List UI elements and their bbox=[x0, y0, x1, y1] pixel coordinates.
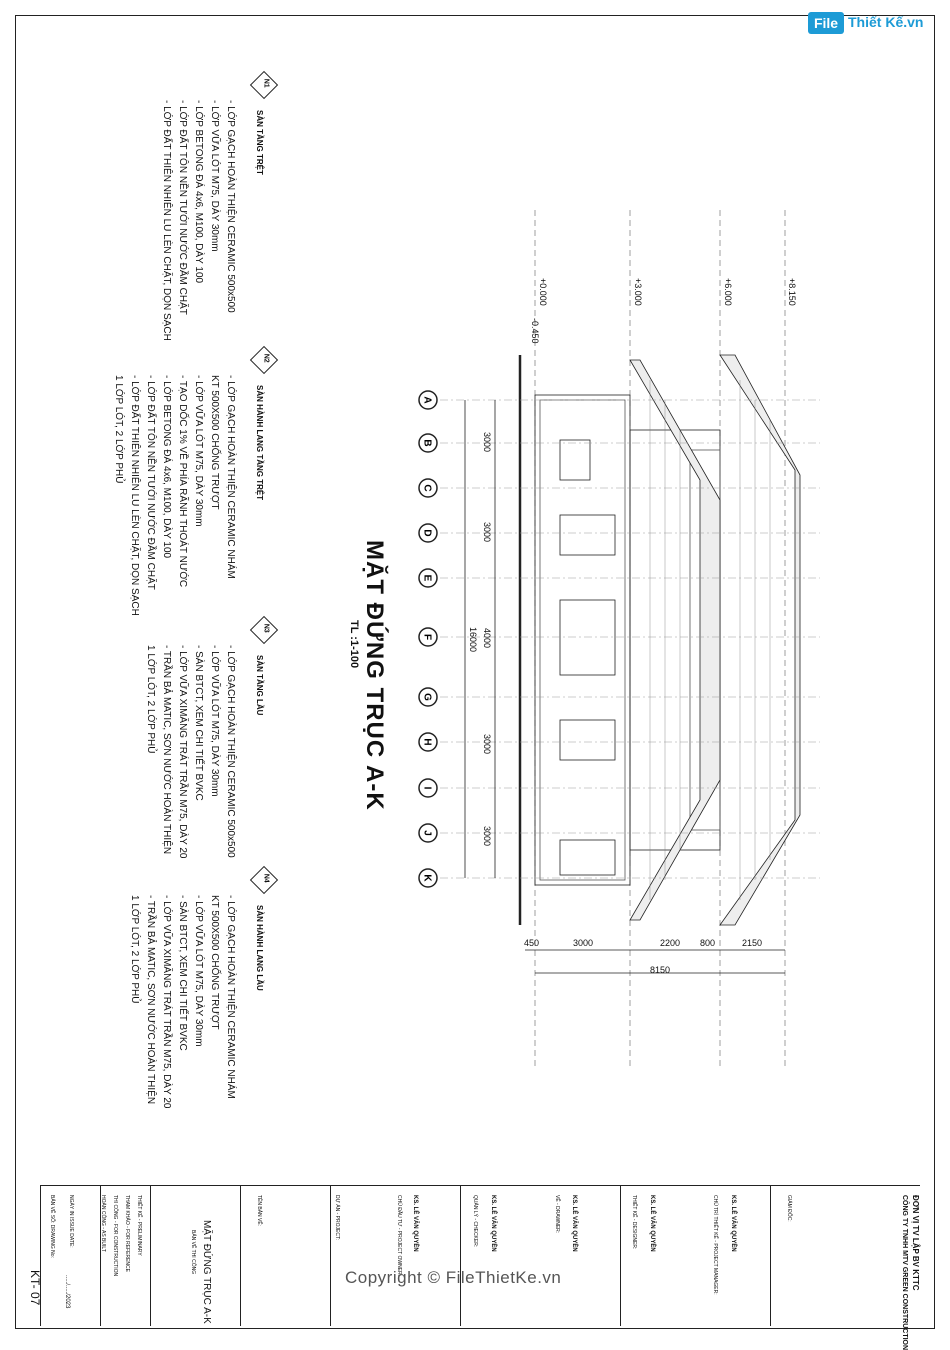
spec-line: - SÀN BTCT, XEM CHI TIẾT BVKC bbox=[193, 645, 204, 801]
span-dimension: 3000 bbox=[482, 826, 492, 847]
axis-label: I bbox=[421, 786, 433, 790]
spec-code: N3 bbox=[262, 623, 270, 633]
spec-title: SÀN TẦNG TRỆT bbox=[255, 110, 264, 175]
tb-status-item: THAM KHẢO - FOR REFERENCE bbox=[124, 1195, 130, 1272]
tb-date: ...../...../2023 bbox=[64, 1275, 70, 1309]
spec-line: 1 LỚP LÓT, 2 LỚP PHỦ bbox=[129, 895, 140, 1004]
span-dimension: 3000 bbox=[482, 522, 492, 543]
span-dimension: 3000 bbox=[482, 432, 492, 453]
tb-director-label: GIÁM ĐỐC: bbox=[786, 1195, 792, 1222]
height-dimension: 450 bbox=[524, 938, 540, 948]
spec-code: N1 bbox=[262, 78, 270, 88]
tb-status-item: THI CÔNG - FOR CONSTRUCTION bbox=[112, 1195, 118, 1277]
copyright-watermark: Copyright © FileThietKe.vn bbox=[345, 1268, 562, 1287]
tb-project-cell bbox=[240, 1186, 331, 1326]
spec-title: SÀN TẦNG LẦU bbox=[255, 655, 264, 716]
logo-text: Thiết Kế.vn bbox=[848, 14, 924, 30]
spec-line: - TẠO DỐC 1% VỀ PHÍA RÃNH THOÁT NƯỚC bbox=[177, 375, 188, 588]
spec-line: - LỚP GẠCH HOÀN THIỆN CERAMIC NHÁM bbox=[225, 895, 236, 1099]
level-label: +3.000 bbox=[633, 278, 643, 306]
spec-line: - LỚP VỮA LÓT M75, DÀY 30mm bbox=[193, 895, 204, 1047]
logo-mark: File bbox=[808, 12, 844, 34]
tb-company-cell bbox=[770, 1186, 921, 1326]
spec-line: - LỚP ĐẤT TÔN NỀN TƯỚI NƯỚC ĐẦM CHẶT bbox=[177, 100, 188, 315]
axis-label: B bbox=[421, 439, 433, 447]
axis-label: H bbox=[421, 738, 433, 746]
spec-code: N2 bbox=[262, 353, 270, 363]
drawing-scale: TL :1-100 bbox=[348, 620, 360, 669]
axis-label: K bbox=[421, 874, 433, 882]
total-span-dimension: 16000 bbox=[468, 627, 478, 653]
axis-bubbles bbox=[419, 391, 437, 887]
spec-line: - LỚP GẠCH HOÀN THIỆN CERAMIC NHÁM bbox=[225, 375, 236, 579]
spec-title: SÀN HÀNH LANG LẦU bbox=[255, 905, 264, 991]
height-dimension: 3000 bbox=[573, 938, 594, 948]
axis-label: A bbox=[421, 396, 433, 404]
level-label: +8.150 bbox=[787, 278, 797, 306]
spec-line: - LỚP VỮA LÓT M75, DÀY 30mm bbox=[209, 645, 220, 797]
height-dimension: 2150 bbox=[742, 938, 763, 948]
tb-sheet-name-label: TÊN BẢN VẼ: bbox=[256, 1195, 262, 1227]
level-label: +0.000 bbox=[538, 278, 548, 306]
axis-label: J bbox=[421, 830, 433, 836]
spec-title: SÀN HÀNH LANG TẦNG TRỆT bbox=[255, 385, 264, 501]
tb-designer-label: THIẾT KẾ - DESIGNER: bbox=[631, 1195, 637, 1250]
tb-checker-label: QUẢN LÝ - CHECKER: bbox=[472, 1195, 478, 1248]
tb-owner-label: CHỦ ĐẦU TƯ - PROJECT OWNER: bbox=[396, 1195, 402, 1277]
spec-line: - LỚP VỮA XIMĂNG TRÁT TRẦN M75, DÀY 20 bbox=[161, 895, 172, 1109]
spec-code: N4 bbox=[262, 873, 270, 883]
tb-status-item: THIẾT KẾ - PRELIMINARY bbox=[136, 1195, 142, 1256]
tb-pm-cell bbox=[620, 1186, 771, 1326]
tb-drawing-no: KT- 07 bbox=[28, 1270, 42, 1306]
tb-drawer-label: VẼ - DRAWNER: bbox=[554, 1195, 560, 1234]
spec-line: 1 LỚP LÓT, 2 LỚP PHỦ bbox=[145, 645, 156, 754]
axis-label: F bbox=[421, 633, 433, 641]
spec-line: - LỚP BETONG ĐÁ 4x6, M100, DÀY 100 bbox=[161, 375, 172, 559]
tb-engineer-designer: KS. LÊ VĂN QUYỀN bbox=[649, 1195, 655, 1252]
tb-issue-label: NGÀY IN ISSUE DATE: bbox=[68, 1195, 74, 1248]
span-dimension: 4000 bbox=[482, 628, 492, 649]
spec-line: KT 500X500 CHỐNG TRƯỢT bbox=[209, 895, 220, 1030]
axis-label: D bbox=[421, 529, 433, 537]
tb-sheet-name: MẶT ĐỨNG TRỤC A-K bbox=[201, 1220, 212, 1324]
level-label: -0.450 bbox=[530, 318, 540, 344]
tb-staff-cell bbox=[460, 1186, 621, 1326]
spec-line: - LỚP ĐẤT THIÊN NHIÊN LU LÈN CHẶT, DỌN SẠCH bbox=[161, 100, 172, 341]
spec-line: KT 500X500 CHỐNG TRƯỢT bbox=[209, 375, 220, 510]
axis-label: G bbox=[421, 693, 433, 701]
spec-line: - LỚP GẠCH HOÀN THIỆN CERAMIC 500x500 bbox=[225, 100, 236, 313]
tb-unit-label: ĐƠN VỊ TV LẬP BV KTTC bbox=[911, 1195, 920, 1291]
axis-label: C bbox=[421, 484, 433, 492]
spec-line: 1 LỚP LÓT, 2 LỚP PHỦ bbox=[113, 375, 124, 484]
span-dimension: 3000 bbox=[482, 734, 492, 755]
spec-line: - TRẦN BẢ MATIC, SƠN NƯỚC HOÀN THIỆN bbox=[161, 645, 172, 855]
tb-company: CÔNG TY TNHH MTV GREEN CONSTRUCTION bbox=[901, 1195, 908, 1350]
spec-line: - SÀN BTCT, XEM CHI TIẾT BVKC bbox=[177, 895, 188, 1051]
tb-status-item: HOÀN CÔNG - AS BUILT bbox=[100, 1195, 106, 1252]
tb-engineer-checker: KS. LÊ VĂN QUYỀN bbox=[490, 1195, 496, 1252]
tb-engineer-owner: KS. LÊ VĂN QUYỀN bbox=[412, 1195, 418, 1252]
total-height-dimension: 8150 bbox=[650, 965, 671, 975]
spec-line: - LỚP VỮA LÓT M75, DÀY 30mm bbox=[193, 375, 204, 527]
spec-line: - LỚP VỮA XIMĂNG TRÁT TRẦN M75, DÀY 20 bbox=[177, 645, 188, 859]
spec-line: - LỚP VỮA LÓT M75, DÀY 30mm bbox=[209, 100, 220, 252]
tb-pm-label: CHỦ TRÌ THIẾT KẾ - PROJECT MANAGER: bbox=[712, 1195, 718, 1295]
tb-sheet-name-sub: BẢN VẼ THI CÔNG bbox=[190, 1230, 196, 1275]
height-dimension: 2200 bbox=[660, 938, 681, 948]
drawing-title: MẶT ĐỨNG TRỤC A-K bbox=[361, 540, 388, 811]
spec-line: - LỚP ĐẤT TÔN NỀN TƯỚI NƯỚC ĐẦM CHẶT bbox=[145, 375, 156, 590]
tb-drawing-no-label: BẢN VẼ SỐ: DRAWING No: bbox=[49, 1195, 55, 1258]
tb-engineer-pm: KS. LÊ VĂN QUYỀN bbox=[730, 1195, 736, 1252]
spec-line: - LỚP ĐẤT THIÊN NHIÊN LU LÈN CHẶT, DỌN SẠCH bbox=[129, 375, 140, 616]
level-label: +6.000 bbox=[723, 278, 733, 306]
spec-line: - TRẦN BẢ MATIC, SƠN NƯỚC HOÀN THIỆN bbox=[145, 895, 156, 1105]
tb-engineer-drawer: KS. LÊ VĂN QUYỀN bbox=[571, 1195, 577, 1252]
axis-label: E bbox=[421, 574, 433, 582]
spec-line: - LỚP GẠCH HOÀN THIỆN CERAMIC 500x500 bbox=[225, 645, 236, 858]
spec-line: - LỚP BETONG ĐÁ 4x6, M100, DÀY 100 bbox=[193, 100, 204, 284]
tb-project-label: DỰ ÁN - PROJECT: bbox=[334, 1195, 340, 1240]
height-dimension: 800 bbox=[700, 938, 716, 948]
